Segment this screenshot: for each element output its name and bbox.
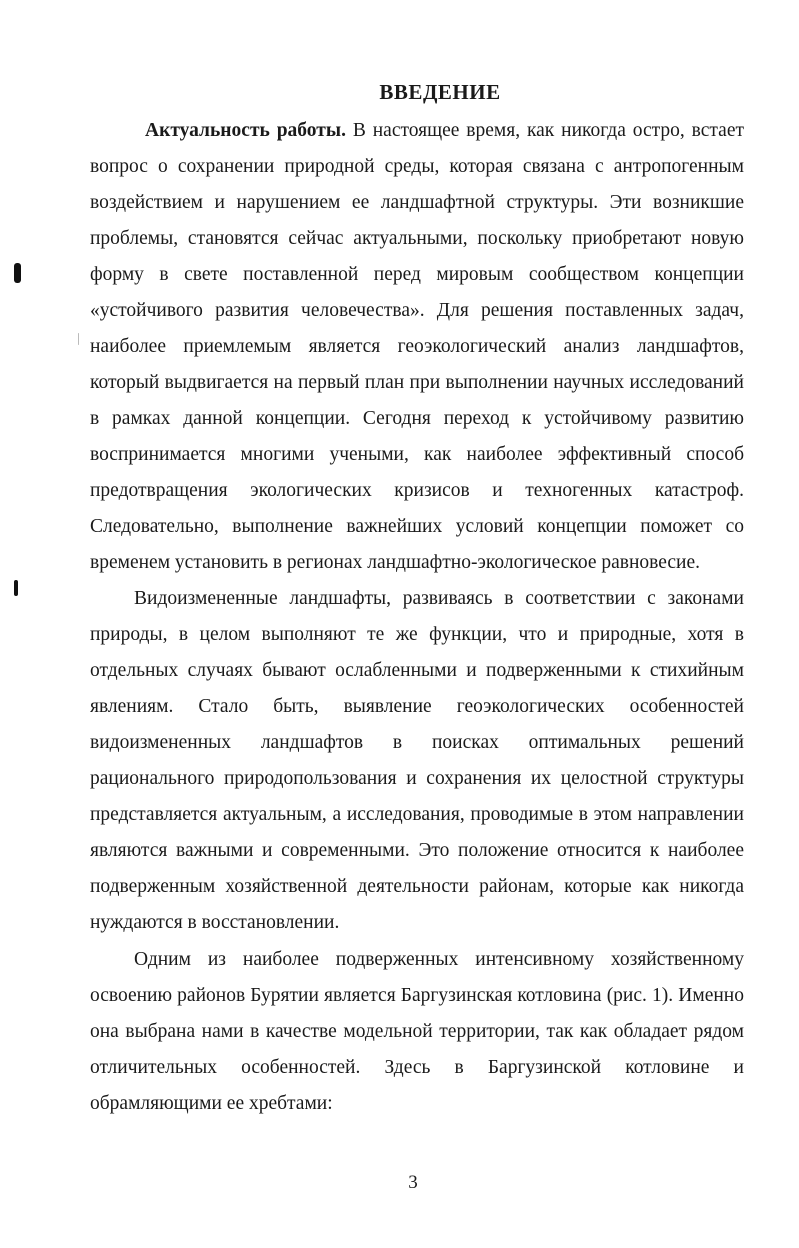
scan-artifact [14,580,18,596]
page-number: 3 [408,1172,418,1193]
paragraph-modified-landscapes: Видоизмененные ландшафты, развиваясь в соответствии с законами природы, в целом выполняют те же функции, что и природные, хотя в отдельных случаях бывают ослабленными и подверженными к стихийным явлениям. Стало быть, выявление геоэкологических особенностей видоизмененных ландшафтов в поисках оптимальных решений рационального природопользования и сохранения их целостной структуры представляется актуальным, а исследования, проводимые в этом направлении являются важными и современными. Это положение относится к наиболее подверженным хозяйственной деятельности районам, которые как никогда нуждаются в восстановлении. [90,588,744,933]
paragraph-lead: Актуальность работы. [145,120,346,141]
body-text [90,113,744,1122]
paragraph-relevance [90,113,744,581]
scan-artifact [14,263,21,283]
paragraph-text: В настоящее время, как никогда остро, встает вопрос о сохранении природной среды, которая связана с антропогенным воздействием и нарушением ее ландшафтной структуры. Эти возникшие проблемы, становятся сейчас актуальными, поскольку приобретают новую форму в свете поставленной перед мировым сообществом концепции «устойчивого развития человечества». Для решения поставленных задач, наиболее приемлемым является геоэкологический анализ ландшафтов, который выдвигается на первый план при выполнении научных исследований в рамках данной концепции. Сегодня переход к устойчивому развитию воспринимается многими учеными, как наиболее эффективный способ предотвращения экологических кризисов и техногенных катастроф. Следовательно, выполнение важнейших условий концепции поможет со временем установить в регионах ландшафтно-экологическое равновесие. [90,120,744,573]
paragraph-barguzin-basin: Одним из наиболее подверженных интенсивному хозяйственному освоению районов Бурятии является Баргузинская котловина (рис. 1). Именно она выбрана нами в качестве модельной территории, так как обладает рядом отличительных особенностей. Здесь в Баргузинской котловине и обрамляющими ее хребтами: [90,949,744,1114]
scan-artifact [78,333,79,345]
page-title: ВВЕДЕНИЕ [379,80,501,104]
